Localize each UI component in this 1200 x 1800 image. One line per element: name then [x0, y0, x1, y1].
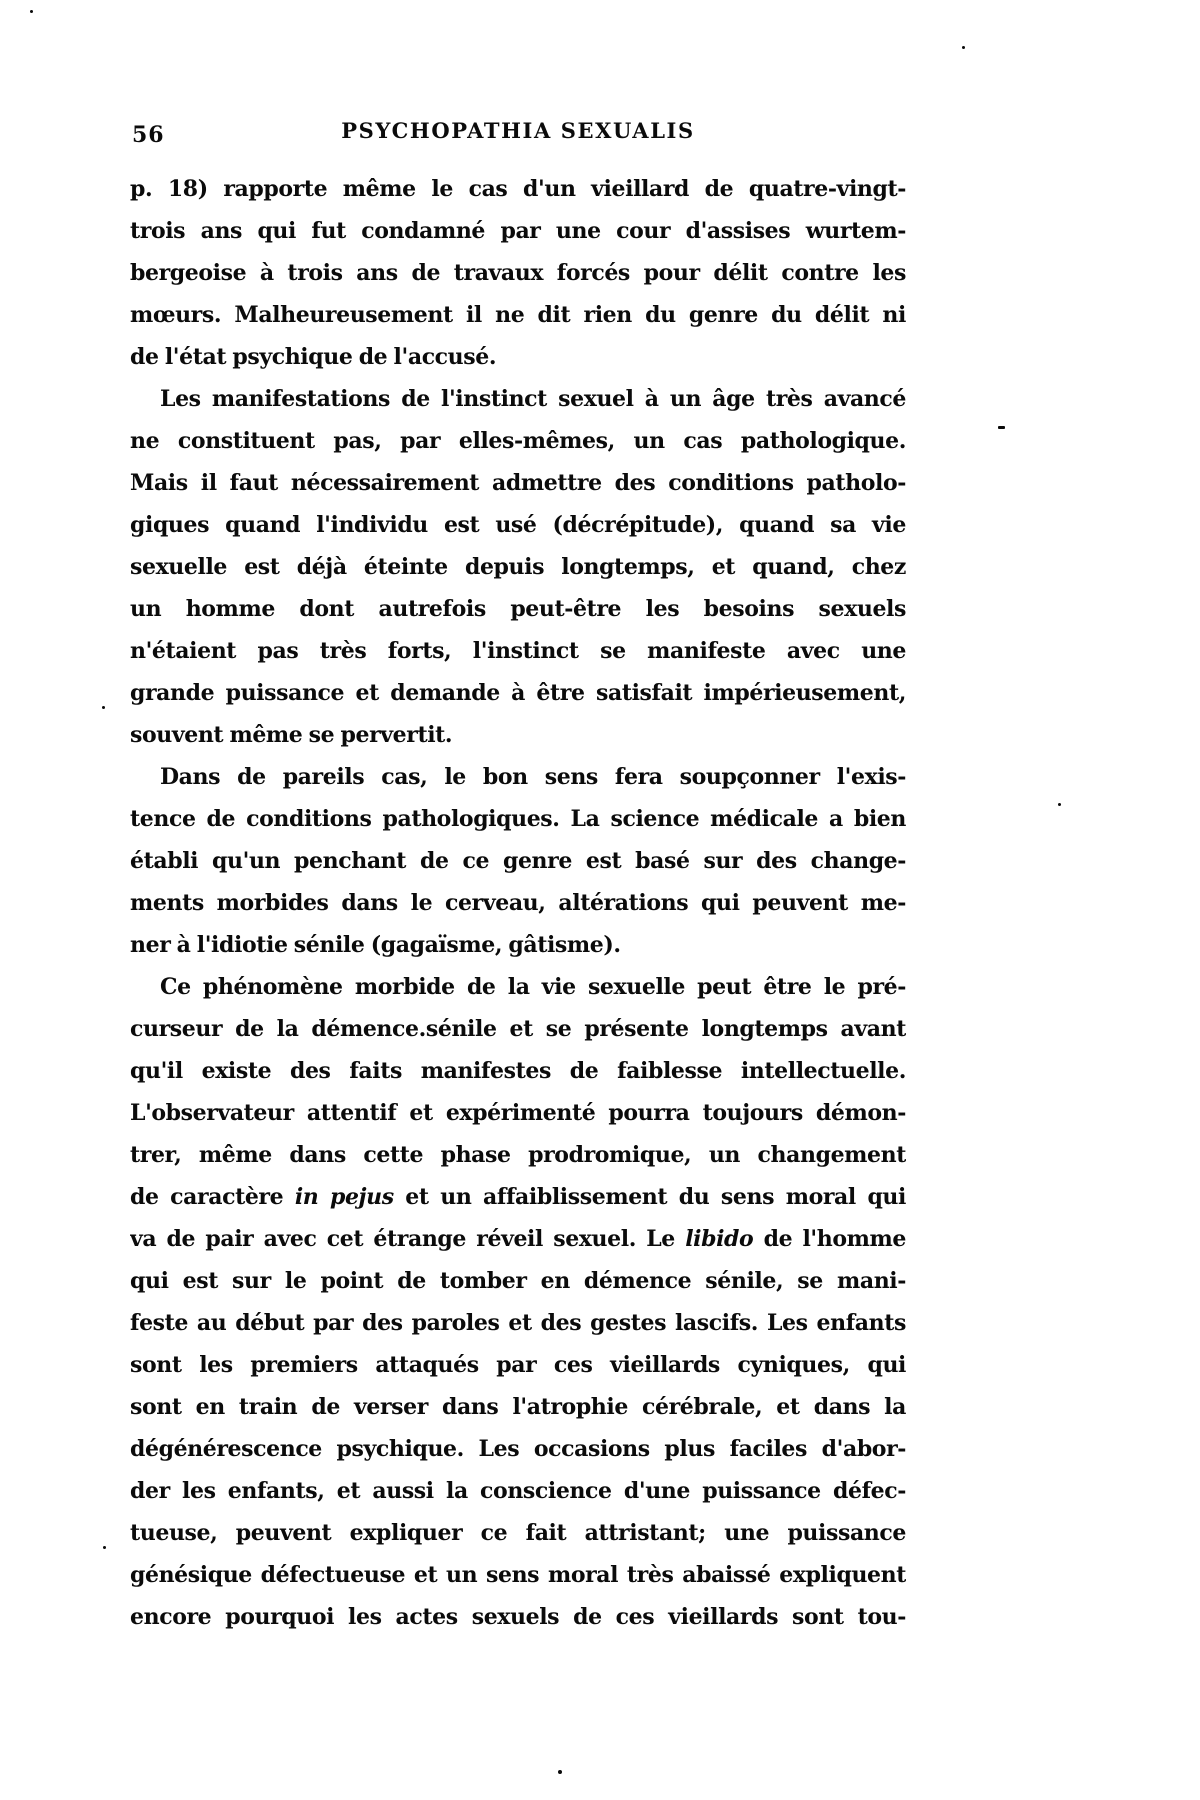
text-segment: établi qu'un penchant de ce genre est basé sur des change-	[130, 848, 906, 874]
scan-speck	[30, 10, 33, 13]
text-segment: n'étaient pas très forts, l'instinct se manifeste avec une	[130, 638, 906, 664]
text-line	[130, 1470, 906, 1512]
text-line	[130, 588, 906, 630]
text-segment: et un affaiblissement du sens moral qui	[393, 1184, 906, 1210]
text-segment: sont les premiers attaqués par ces vieillards cyniques, qui	[130, 1352, 906, 1378]
text-segment: p. 18) rapporte même le cas d'un vieillard de quatre-vingt-	[130, 176, 906, 202]
text-line	[130, 504, 906, 546]
text-segment: encore pourquoi les actes sexuels de ces vieillards sont tou-	[130, 1604, 906, 1630]
text-segment: qui est sur le point de tomber en démence sénile, se mani-	[130, 1268, 906, 1294]
text-segment: Ce phénomène morbide de la vie sexuelle peut être le pré-	[160, 974, 906, 1000]
text-line	[130, 336, 906, 378]
scan-speck	[103, 1546, 106, 1549]
text-segment: curseur de la démence.sénile et se présente longtemps avant	[130, 1016, 906, 1042]
text-line	[130, 210, 906, 252]
text-segment: ner à l'idiotie sénile (gagaïsme, gâtisme).	[130, 932, 621, 958]
text-line	[130, 1344, 906, 1386]
page-number: 56	[132, 122, 165, 148]
text-line	[130, 462, 906, 504]
text-line	[130, 1092, 906, 1134]
text-segment: de caractère	[130, 1184, 295, 1210]
text-line	[130, 1512, 906, 1554]
text-segment: va de pair avec cet étrange réveil sexuel. Le	[130, 1226, 686, 1252]
scan-speck	[558, 1770, 562, 1774]
text-segment: giques quand l'individu est usé (décrépitude), quand sa vie	[130, 512, 906, 538]
text-line	[130, 924, 906, 966]
text-line	[130, 1596, 906, 1638]
text-line	[130, 1554, 906, 1596]
text-line	[130, 294, 906, 336]
text-line	[130, 168, 906, 210]
text-line	[130, 1134, 906, 1176]
text-segment: dégénérescence psychique. Les occasions plus faciles d'abor-	[130, 1436, 906, 1462]
text-segment: feste au début par des paroles et des gestes lascifs. Les enfants	[130, 1310, 906, 1336]
text-segment: sont en train de verser dans l'atrophie cérébrale, et dans la	[130, 1394, 906, 1420]
text-line	[130, 1218, 906, 1260]
text-segment: ments morbides dans le cerveau, altérations qui peuvent me-	[130, 890, 906, 916]
italic-text: in pejus	[294, 1184, 394, 1210]
text-line	[130, 1008, 906, 1050]
scan-speck	[102, 706, 105, 709]
text-segment: bergeoise à trois ans de travaux forcés pour délit contre les	[130, 260, 906, 286]
text-line	[130, 420, 906, 462]
text-segment: Mais il faut nécessairement admettre des conditions patholo-	[130, 470, 906, 496]
text-segment: trer, même dans cette phase prodromique, un changement	[130, 1142, 906, 1168]
text-line	[130, 756, 906, 798]
text-line	[130, 882, 906, 924]
text-segment: de l'état psychique de l'accusé.	[130, 344, 497, 370]
scan-speck	[1058, 803, 1061, 806]
text-line	[130, 1428, 906, 1470]
text-segment: génésique défectueuse et un sens moral très abaissé expliquent	[130, 1562, 906, 1588]
text-line	[130, 252, 906, 294]
text-segment: trois ans qui fut condamné par une cour d'assises wurtem-	[130, 218, 906, 244]
text-segment: ne constituent pas, par elles-mêmes, un cas pathologique.	[130, 428, 906, 454]
text-line	[130, 840, 906, 882]
text-line	[130, 1302, 906, 1344]
text-line	[130, 966, 906, 1008]
text-segment: un homme dont autrefois peut-être les besoins sexuels	[130, 596, 906, 622]
text-line	[130, 546, 906, 588]
text-line	[130, 378, 906, 420]
scan-speck	[962, 46, 965, 49]
text-segment: tueuse, peuvent expliquer ce fait attristant; une puissance	[130, 1520, 906, 1546]
running-title: PSYCHOPATHIA SEXUALIS	[341, 118, 695, 143]
text-line	[130, 630, 906, 672]
text-line	[130, 1260, 906, 1302]
text-segment: der les enfants, et aussi la conscience d'une puissance défec-	[130, 1478, 906, 1504]
text-segment: mœurs. Malheureusement il ne dit rien du genre du délit ni	[130, 302, 906, 328]
body-text	[130, 168, 906, 1638]
text-segment: qu'il existe des faits manifestes de faiblesse intellectuelle.	[130, 1058, 906, 1084]
italic-text: libido	[685, 1226, 754, 1252]
text-segment: de l'homme	[753, 1226, 906, 1252]
text-segment: souvent même se pervertit.	[130, 722, 453, 748]
text-line	[130, 1176, 906, 1218]
text-segment: Dans de pareils cas, le bon sens fera soupçonner l'exis-	[160, 764, 906, 790]
text-segment: tence de conditions pathologiques. La science médicale a bien	[130, 806, 906, 832]
text-line	[130, 1050, 906, 1092]
scan-speck	[998, 426, 1005, 429]
text-line	[130, 714, 906, 756]
text-line	[130, 672, 906, 714]
text-line	[130, 798, 906, 840]
text-segment: L'observateur attentif et expérimenté pourra toujours démon-	[130, 1100, 906, 1126]
page-header	[130, 118, 906, 158]
text-line	[130, 1386, 906, 1428]
text-segment: grande puissance et demande à être satisfait impérieusement,	[130, 680, 906, 706]
text-segment: Les manifestations de l'instinct sexuel à un âge très avancé	[160, 386, 906, 412]
text-segment: sexuelle est déjà éteinte depuis longtemps, et quand, chez	[130, 554, 906, 580]
